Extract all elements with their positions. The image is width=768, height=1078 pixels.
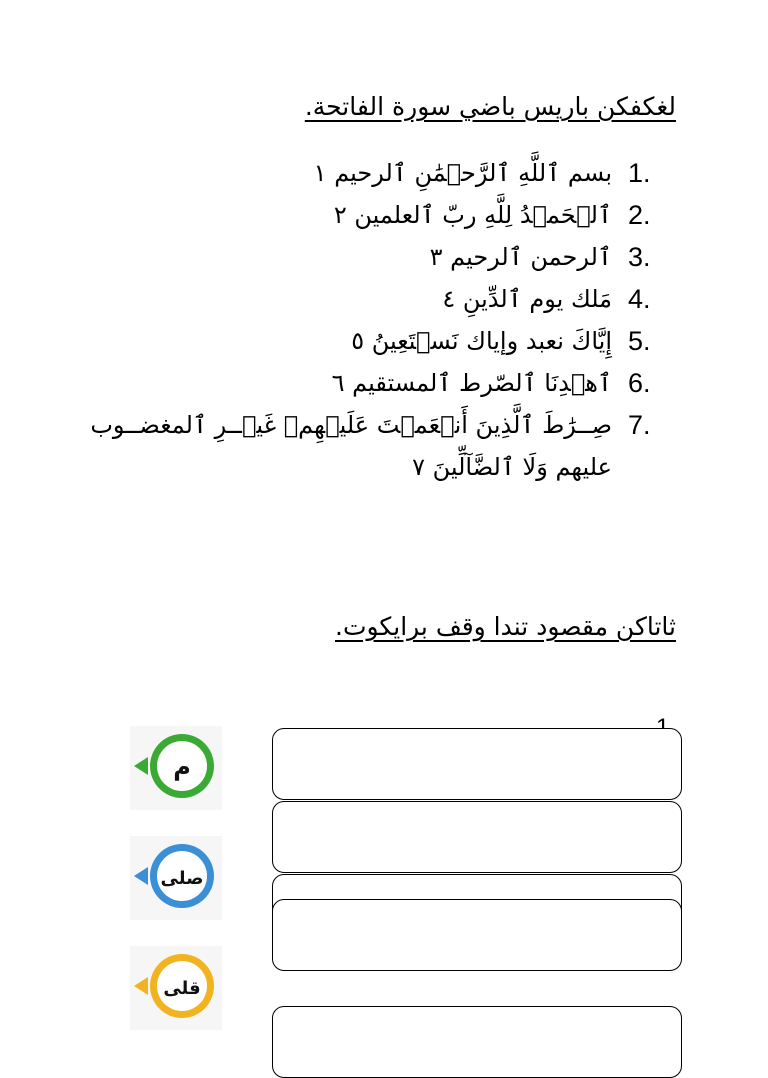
sign-symbol: م: [173, 753, 191, 781]
verse-number: 6.: [628, 368, 651, 398]
verse-number: 2.: [628, 200, 651, 230]
answer-box-5[interactable]: [272, 1006, 682, 1078]
verse-row-6: [60, 362, 688, 404]
verse-text-continuation: عليهم وَلَا ٱلضَّآلِّينَ ٧: [412, 453, 612, 481]
verse-row-1: [60, 152, 688, 194]
answer-box-4[interactable]: [272, 899, 682, 971]
verse-row-4: [60, 278, 688, 320]
verse-text: مَلك يوم ٱلدِّينِ ٤: [442, 285, 612, 313]
verse-text: ٱلۡحَمۡدُ لِلَّهِ ربّ ٱلعلمين ٢: [333, 201, 612, 229]
waqf-qala-icon: [130, 946, 222, 1030]
verse-row-2: [60, 194, 688, 236]
answer-box-2[interactable]: [272, 801, 682, 873]
verse-text: صِــرَٰطَ ٱلَّذِينَ أَنۡعَمۡتَ عَلَيۡهِمۡ غَيۡــرِ ٱلمغضــوب: [90, 411, 612, 439]
verse-number: 1.: [628, 158, 651, 188]
verse-number: 4.: [628, 284, 651, 314]
verse-text: إِيَّاكَ نعبد وإياك نَسۡتَعِينُ ٥: [351, 327, 612, 355]
verse-row-7: [60, 404, 688, 446]
waqf-sala-icon: [130, 836, 222, 920]
verse-row-5: [60, 320, 688, 362]
section-2-heading: ثاتاكن مقصود تندا وقف برايكوت.: [335, 612, 676, 641]
verse-number: 7.: [628, 410, 651, 440]
verse-number: 3.: [628, 242, 651, 272]
section-1-heading: لغكفكن باريس باضي سورة الفاتحة.: [304, 92, 676, 121]
verse-number: 5.: [628, 326, 651, 356]
verse-row-3: [60, 236, 688, 278]
waqf-mim-icon: [130, 726, 222, 810]
sign-symbol: صلى: [160, 868, 204, 889]
verse-text: ٱهۡدِنَا ٱلصّرط ٱلمستقيم ٦: [331, 369, 612, 397]
verse-text: بسم ٱللَّهِ ٱلرَّحۡمَٰنِ ٱلرحيم ١: [313, 159, 612, 187]
verse-text: ٱلرحمن ٱلرحيم ٣: [429, 243, 612, 271]
verse-row-7-continuation: [60, 446, 688, 488]
sign-symbol: قلى: [163, 978, 201, 999]
answer-box-1[interactable]: [272, 728, 682, 800]
